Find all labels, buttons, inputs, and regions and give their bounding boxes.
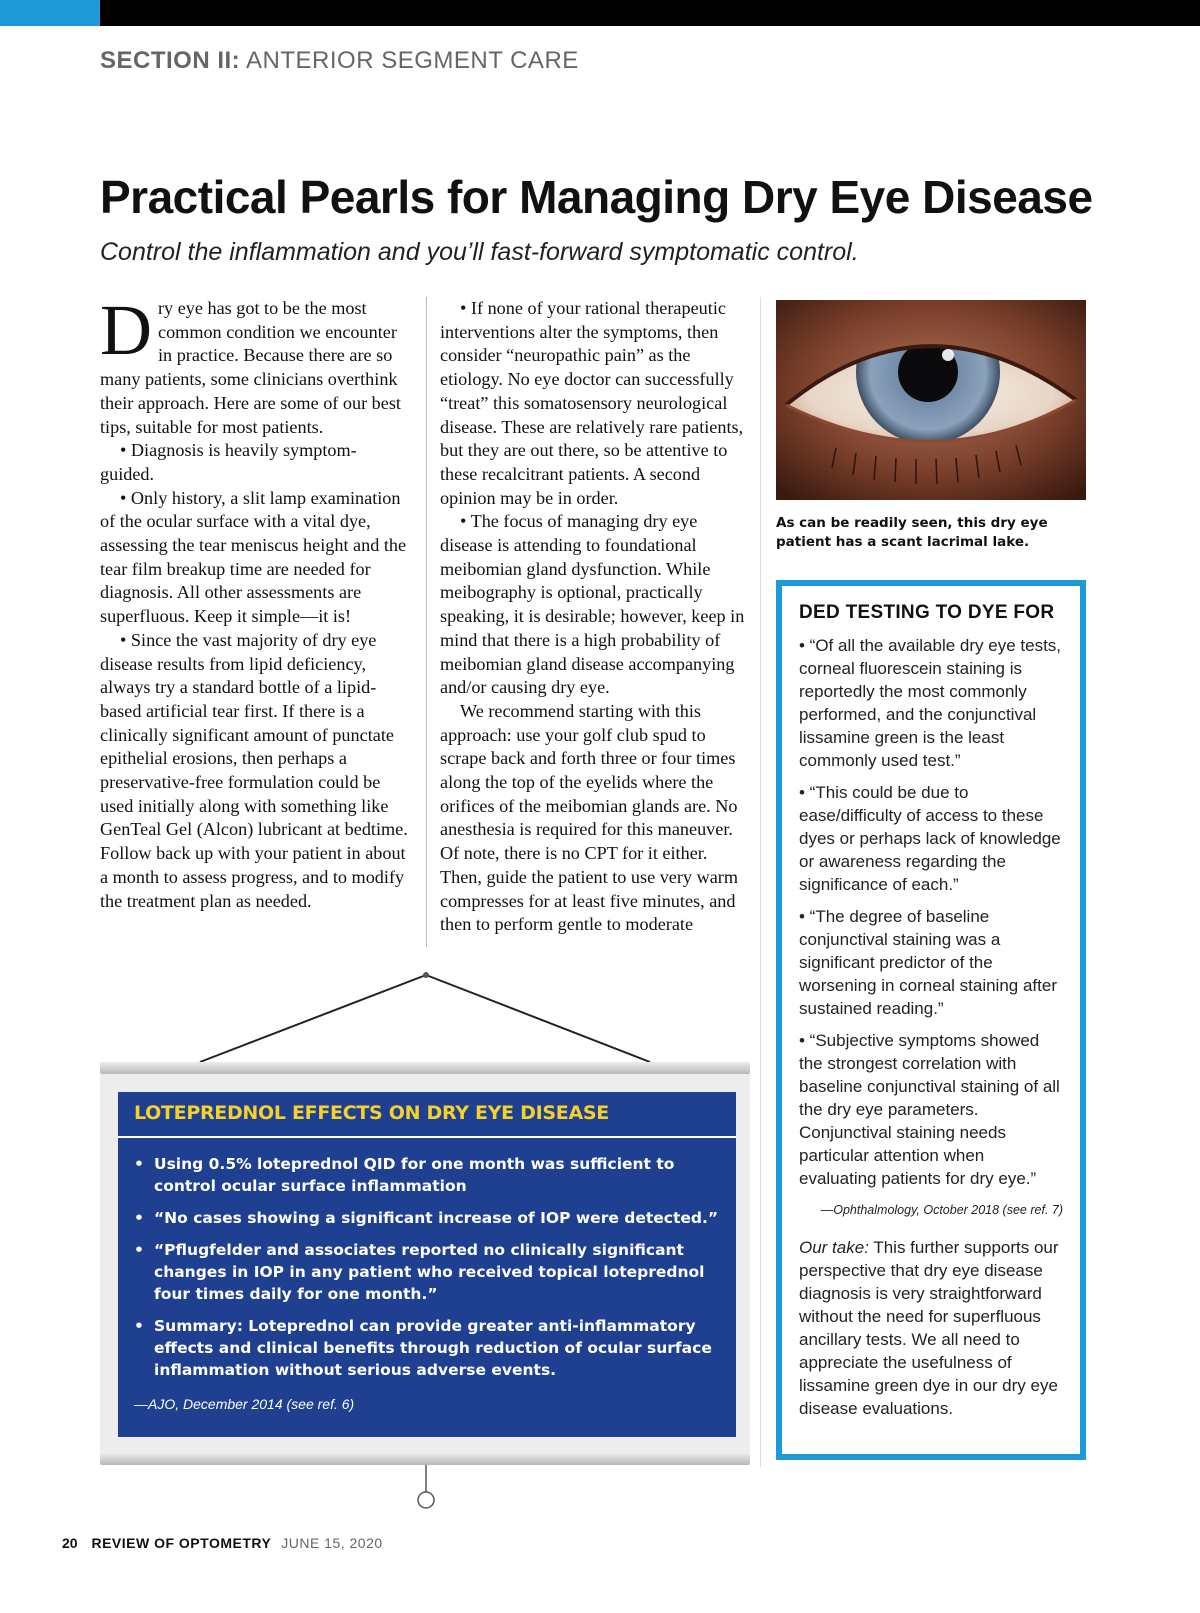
poster-rod-top: [100, 1062, 750, 1074]
sidebar-citation: —Ophthalmology, October 2018 (see ref. 7): [820, 1203, 1063, 1217]
tip-paragraph: • If none of your rational therapeutic interventions alter the symptoms, then consider “neuropathic pain” as the etiology. No eye doctor can successfully “treat” this somatosensory neurological disease. These are relatively rare patients, but they are out there, so be attentive to these recalcitrant patients. A second opinion may be in order.: [440, 298, 744, 508]
section-header: [100, 47, 579, 75]
intro-text: ry eye has got to be the most common condition we encounter in practice. Because there are so many patients, some clinicians overthink their approach. Here are some of our best tips, suitable for most patients.: [100, 298, 401, 437]
eye-photo: [776, 300, 1086, 500]
tip-paragraph: • Diagnosis is heavily symptom-guided.: [100, 440, 357, 484]
poster-list: [134, 1153, 724, 1391]
top-bar-accent: [0, 0, 100, 26]
poster-bullet: • Summary: Loteprednol can provide greater anti-inflammatory effects and clinical benefits through reduction of ocular surface inflammation without serious adverse events.: [134, 1315, 724, 1381]
tip-paragraph: • Only history, a slit lamp examination of the ocular surface with a vital dye, assessing the tear meniscus height and the tear film breakup time are needed for diagnosis. All other assessments are superfluous. Keep it simple—it is!: [100, 487, 407, 627]
poster-divider: [118, 1136, 736, 1138]
take-label: Our take:: [799, 1238, 869, 1257]
sidebar-title: DED TESTING TO DYE FOR: [799, 602, 1055, 623]
section-label: SECTION II:: [100, 47, 241, 74]
poster-bullet: • “Pflugfelder and associates reported no clinically significant changes in IOP in any patient who received topical loteprednol four times daily for one month.”: [134, 1239, 724, 1305]
body-paragraph: We recommend starting with this approach: use your golf club spud to scrape back and forth three or four times along the top of the eyelids where the orifices of the meibomian glands are. No anesthesia is required for this maneuver. Of note, there is no CPT for it either. Then, guide the patient to use very warm compresses for at least five minutes, and then to perform gentle to moderate: [440, 700, 738, 935]
column-divider: [760, 297, 761, 1467]
column-divider: [426, 297, 427, 947]
article-title: Practical Pearls for Managing Dry Eye Disease: [100, 171, 1093, 223]
poster-rod-bottom: [100, 1453, 750, 1465]
top-bar: [0, 0, 1200, 26]
sidebar-bullet: • “The degree of baseline conjunctival staining was a significant predictor of the worsening in corneal staining after sustained reading.”: [799, 907, 1057, 1018]
tip-paragraph: • The focus of managing dry eye disease is attending to foundational meibomian gland dysfunction. While meibography is optional, practically speaking, it is desirable; however, keep in mind that there is a high probability of meibomian gland disease accompanying and/or causing dry eye.: [440, 511, 745, 698]
section-name: ANTERIOR SEGMENT CARE: [240, 47, 579, 74]
poster-title: LOTEPREDNOL EFFECTS ON DRY EYE DISEASE: [134, 1102, 609, 1124]
drop-cap: D: [100, 290, 152, 370]
page-footer: [62, 1535, 383, 1551]
issue-date: JUNE 15, 2020: [281, 1535, 383, 1551]
body-column-1: [100, 290, 410, 913]
poster-bullet: • “No cases showing a significant increase of IOP were detected.”: [134, 1207, 724, 1229]
magazine-name: REVIEW OF OPTOMETRY: [91, 1535, 272, 1551]
sidebar-bullet: • “Of all the available dry eye tests, corneal fluorescein staining is reportedly the most commonly performed, and the conjunctival lissamine green is the least commonly used test.”: [799, 636, 1062, 770]
intro-paragraph: [100, 290, 410, 439]
sidebar-take: [799, 1236, 1063, 1420]
tip-paragraph: • Since the vast majority of dry eye disease results from lipid deficiency, always try a standard bottle of a lipid-based artificial tear first. If there is a clinically significant amount of punctate epithelial erosions, then perhaps a preservative-free formulation could be used initially along with something like GenTeal Gel (Alcon) lubricant at bedtime. Follow back up with your patient in about a month to assess progress, and to modify the treatment plan as needed.: [100, 629, 408, 911]
take-text: This further supports our perspective that dry eye disease diagnosis is very straightforward without the need for superfluous ancillary tests. We all need to appreciate the usefulness of lissamine green dye in our dry eye disease evaluations.: [799, 1238, 1059, 1418]
sidebar-box: [776, 580, 1086, 1460]
sidebar-bullet: • “This could be due to ease/difficulty of access to these dyes or perhaps lack of knowledge or awareness regarding the significance of each.”: [799, 783, 1061, 894]
eye-illustration: [776, 300, 1086, 500]
poster-citation: —AJO, December 2014 (see ref. 6): [134, 1396, 355, 1412]
body-column-2: [440, 297, 746, 937]
article-subtitle: Control the inflammation and you’ll fast-forward symptomatic control.: [100, 238, 859, 266]
photo-caption: As can be readily seen, this dry eye patient has a scant lacrimal lake.: [776, 515, 1048, 550]
sidebar-bullet: • “Subjective symptoms showed the strongest correlation with baseline conjunctival staining of all the dry eye parameters. Conjunctival staining needs particular attention when evaluating patients for dry eye.”: [799, 1031, 1060, 1188]
poster-bullet: • Using 0.5% loteprednol QID for one month was sufficient to control ocular surface inflammation: [134, 1153, 724, 1197]
page-number: 20: [62, 1535, 78, 1551]
